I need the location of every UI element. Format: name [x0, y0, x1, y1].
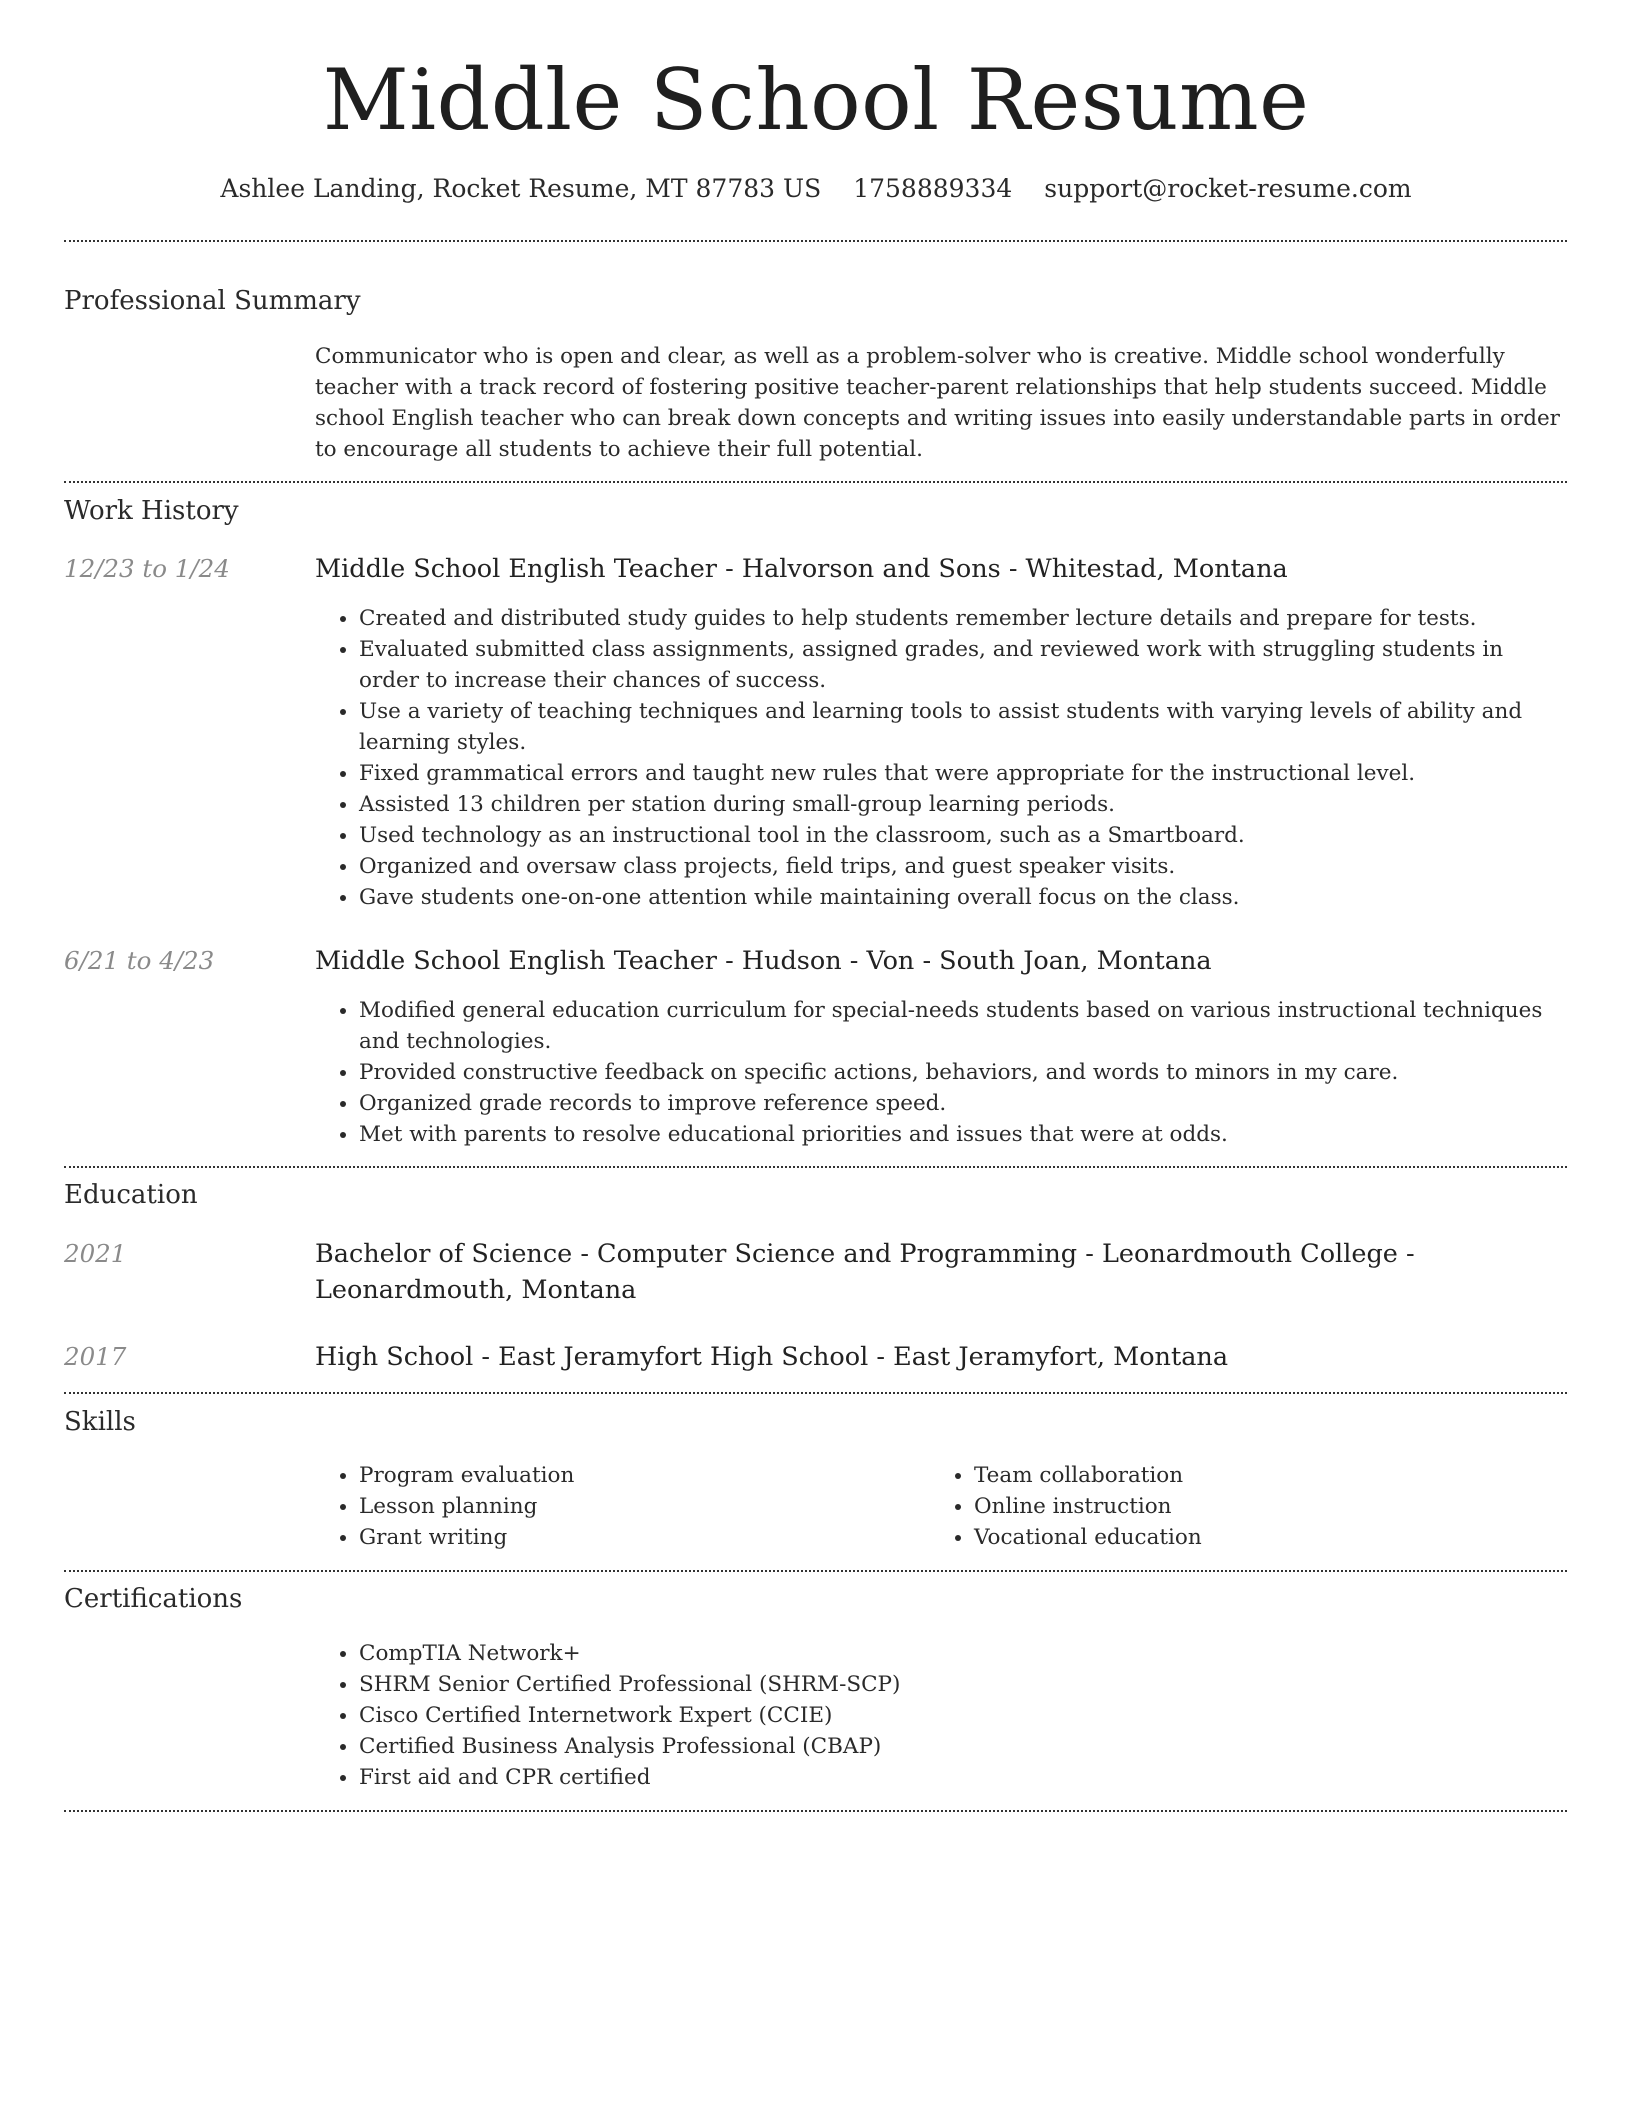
resume-title: Middle School Resume: [322, 51, 1310, 149]
job-title: Middle School English Teacher - Halvorson and Sons - Whitestad, Montana: [315, 554, 1288, 584]
education-year: 2021: [64, 1239, 127, 1268]
list-item: • Created and distributed study guides to help students remember lecture details and prepare for tests.: [359, 603, 1567, 634]
list-item: • Grant writing: [359, 1522, 919, 1553]
contact-address: Ashlee Landing, Rocket Resume, MT 87783 US: [220, 174, 822, 203]
list-item: • First aid and CPR certified: [359, 1762, 1567, 1793]
section-divider: [64, 1166, 1567, 1168]
section-divider: [64, 1570, 1567, 1572]
education-heading: Education: [64, 1180, 198, 1210]
list-item: • Team collaboration: [974, 1460, 1564, 1491]
list-item: • Fixed grammatical errors and taught new rules that were appropriate for the instructional level.: [359, 758, 1567, 789]
job-title: Middle School English Teacher - Hudson - Von - South Joan, Montana: [315, 946, 1212, 976]
summary-text: Communicator who is open and clear, as well as a problem-solver who is creative. Middle school wonderfully teacher with a track record of fostering positive teacher-parent relationships that help students succeed. Middle school English teacher who can break down concepts and writing issues into easily understandable parts in order to encourage all students to achieve their full potential.: [315, 344, 1560, 462]
section-divider: [64, 1810, 1567, 1812]
section-divider: [64, 240, 1567, 242]
certifications-heading: Certifications: [64, 1584, 243, 1614]
education-entry: High School - East Jeramyfort High School - East Jeramyfort, Montana: [315, 1342, 1229, 1372]
education-entry: Bachelor of Science - Computer Science and Programming - Leonardmouth College - Leonardmouth, Montana: [315, 1239, 1415, 1305]
contact-phone: 1758889334: [853, 174, 1013, 203]
list-item: • Evaluated submitted class assignments, assigned grades, and reviewed work with struggling students in order to increase their chances of success.: [359, 634, 1567, 696]
list-item: • CompTIA Network+: [359, 1638, 1567, 1669]
section-divider: [64, 1392, 1567, 1394]
list-item: • Lesson planning: [359, 1491, 919, 1522]
job-dates: 6/21 to 4/23: [64, 946, 215, 975]
list-item: • Program evaluation: [359, 1460, 919, 1491]
education-year: 2017: [64, 1342, 127, 1371]
work-history-heading: Work History: [64, 496, 239, 526]
section-divider: [64, 481, 1567, 483]
list-item: • Organized grade records to improve reference speed.: [359, 1088, 1567, 1119]
certifications-list: [315, 1638, 1567, 1793]
list-item: • Certified Business Analysis Professional (CBAP): [359, 1731, 1567, 1762]
list-item: • Online instruction: [974, 1491, 1564, 1522]
skills-list-left: [315, 1460, 919, 1553]
summary-heading: Professional Summary: [64, 286, 361, 316]
contact-line: [0, 171, 1632, 207]
list-item: • SHRM Senior Certified Professional (SHRM-SCP): [359, 1669, 1567, 1700]
list-item: • Assisted 13 children per station during small-group learning periods.: [359, 789, 1567, 820]
skills-heading: Skills: [64, 1407, 136, 1437]
skills-list-right: [930, 1460, 1564, 1553]
list-item: • Modified general education curriculum for special-needs students based on various instructional techniques and technologies.: [359, 995, 1567, 1057]
contact-email: support@rocket-resume.com: [1044, 174, 1412, 203]
job-dates: 12/23 to 1/24: [64, 554, 230, 583]
list-item: • Gave students one-on-one attention while maintaining overall focus on the class.: [359, 882, 1567, 913]
job-bullets: [315, 995, 1567, 1150]
list-item: • Met with parents to resolve educational priorities and issues that were at odds.: [359, 1119, 1567, 1150]
list-item: • Cisco Certified Internetwork Expert (CCIE): [359, 1700, 1567, 1731]
list-item: • Used technology as an instructional tool in the classroom, such as a Smartboard.: [359, 820, 1567, 851]
list-item: • Provided constructive feedback on specific actions, behaviors, and words to minors in my care.: [359, 1057, 1567, 1088]
list-item: • Vocational education: [974, 1522, 1564, 1553]
list-item: • Organized and oversaw class projects, field trips, and guest speaker visits.: [359, 851, 1567, 882]
job-bullets: [315, 603, 1567, 913]
list-item: • Use a variety of teaching techniques and learning tools to assist students with varying levels of ability and learning styles.: [359, 696, 1567, 758]
